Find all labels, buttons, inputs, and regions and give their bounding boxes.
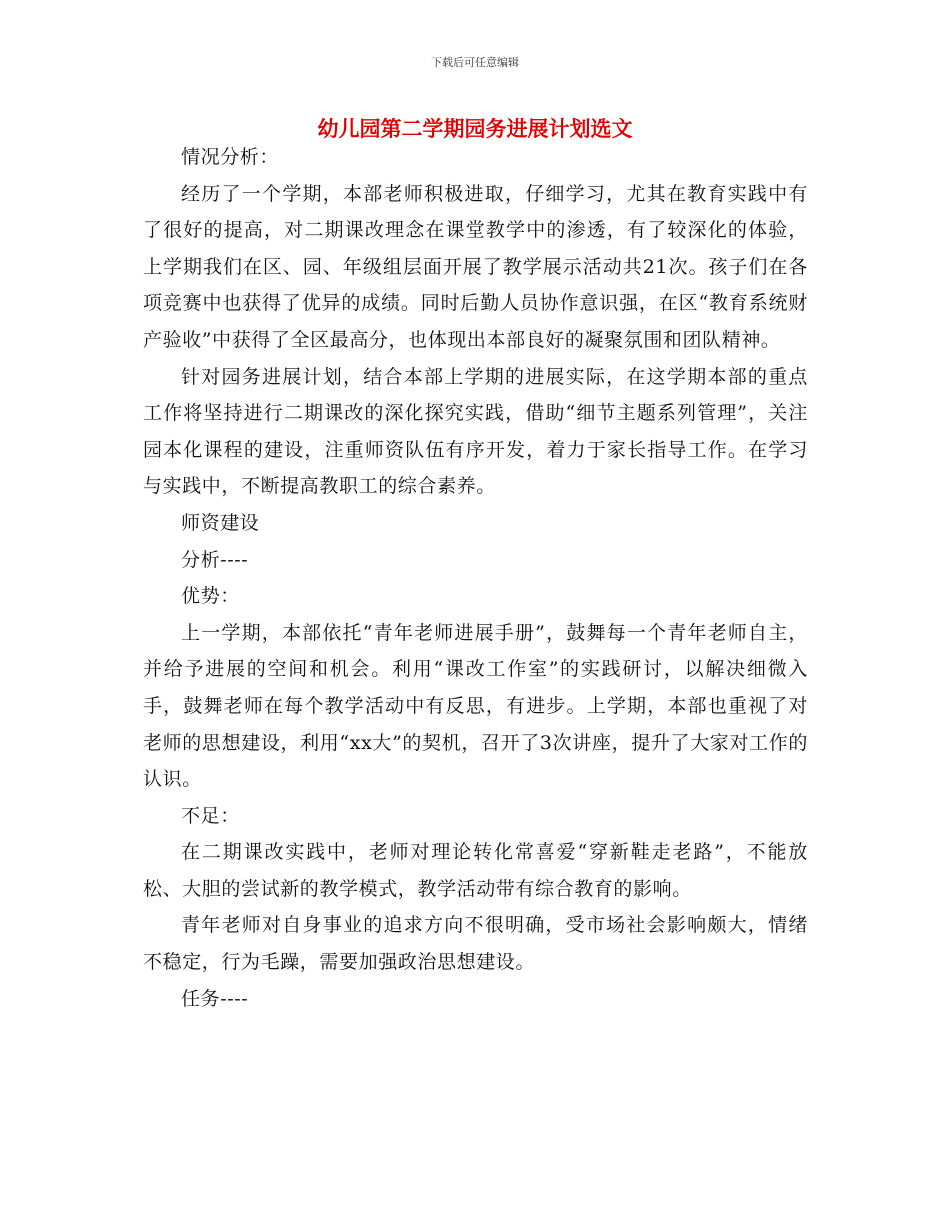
document-title: 幼儿园第二学期园务进展计划选文	[317, 116, 633, 141]
paragraph-situation-heading: 情况分析：	[181, 146, 280, 168]
subheading-analysis: 分析----	[181, 548, 249, 571]
paragraph: 青年老师对自身事业的追求方向不很明确，受市场社会影响颇大，情绪不稳定，行为毛躁，需要加强政治思想建设。	[143, 914, 808, 974]
header-note: 下载后可任意编辑	[431, 56, 519, 69]
paragraph: 在二期课改实践中，老师对理论转化常喜爱“穿新鞋走老路”，不能放松、大胆的尝试新的教学模式，教学活动带有综合教育的影响。	[143, 841, 808, 900]
paragraph: 经历了一个学期，本部老师积极进取，仔细学习，尤其在教育实践中有了很好的提高，对二期课改理念在课堂教学中的渗透，有了较深化的体验，上学期我们在区、园、年级组层面开展了教学展示活动共21次。孩子们在各项竞赛中也获得了优异的成绩。同时后勤人员协作意识强，在区“教育系统财产验收”中获得了全区最高分，也体现出本部良好的凝聚氛围和团队精神。	[143, 182, 808, 351]
subheading-tasks: 任务----	[181, 987, 249, 1010]
paragraph: 针对园务进展计划，结合本部上学期的进展实际，在这学期本部的重点工作将坚持进行二期课改的深化探究实践，借助“细节主题系列管理”，关注园本化课程的建设，注重师资队伍有序开发，着力于家长指导工作。在学习与实践中，不断提高教职工的综合素养。	[143, 365, 808, 498]
paragraph: 上一学期，本部依托“青年老师进展手册”，鼓舞每一个青年老师自主，并给予进展的空间和机会。利用“课改工作室”的实践研讨，以解决细微入手，鼓舞老师在每个教学活动中有反思，有进步。上学期，本部也重视了对老师的思想建设，利用“xx大”的契机，召开了3次讲座，提升了大家对工作的认识。	[143, 621, 808, 791]
subheading-weaknesses: 不足：	[181, 804, 240, 827]
section-heading-teacher-building: 师资建设	[181, 511, 260, 534]
subheading-strengths: 优势：	[181, 585, 240, 608]
document-body	[143, 139, 808, 1017]
